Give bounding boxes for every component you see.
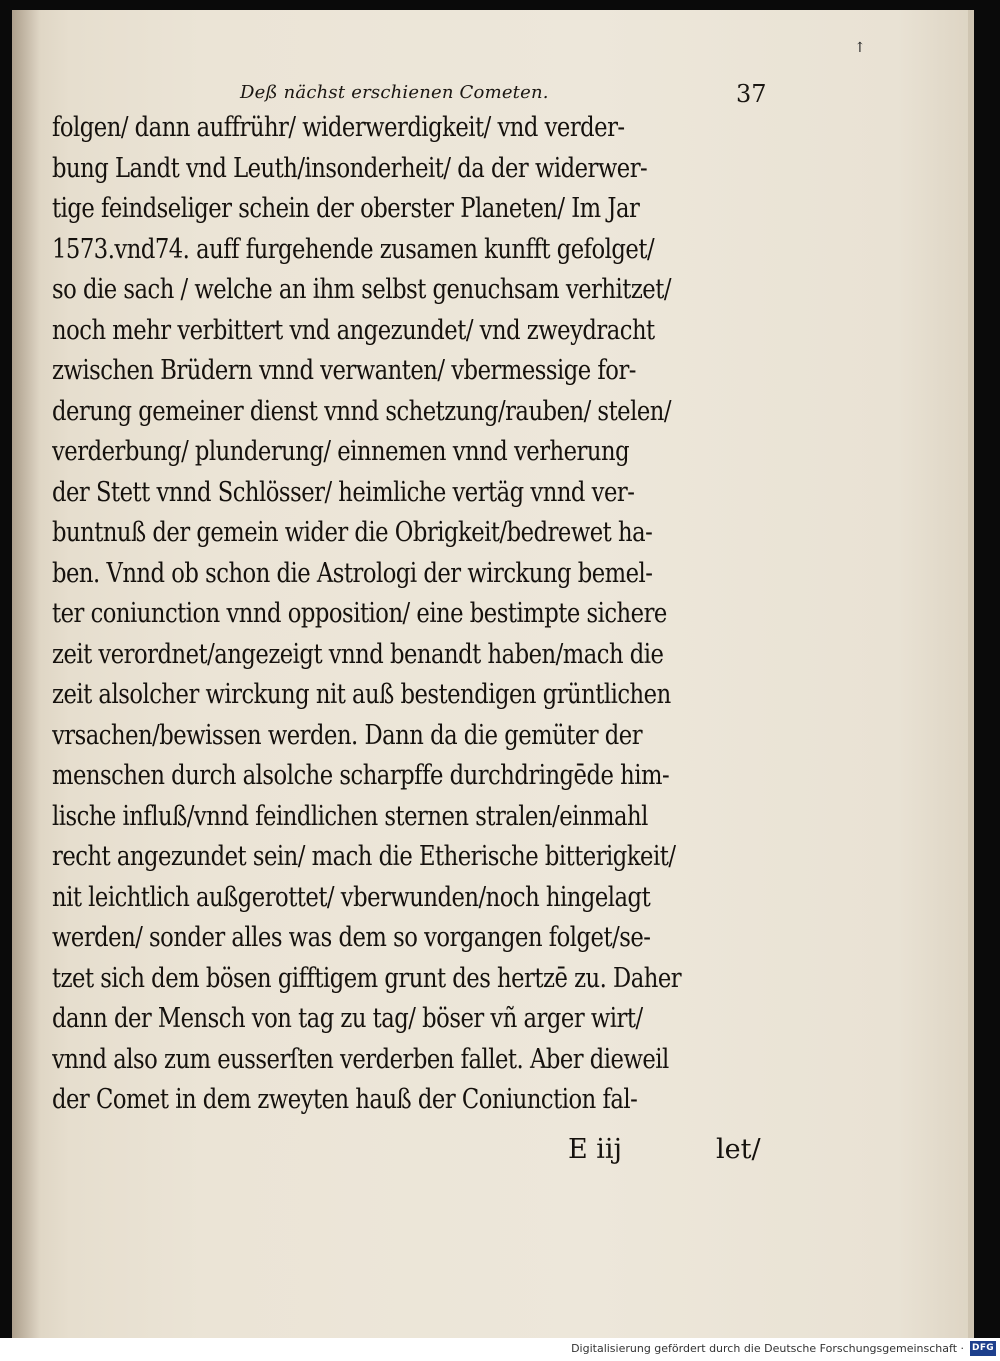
text-line: nit leichtlich außgerottet/ vberwunden/noch hingelagt [52, 881, 651, 913]
text-line: ter coniunction vnnd opposition/ eine bestimpte sichere [52, 598, 667, 629]
text-line: bung Landt vnd Leuth/insonderheit/ da der widerwer- [52, 152, 648, 184]
text-line: dann der Mensch von tag zu tag/ böser vñ arger wirt/ [52, 1003, 643, 1034]
text-line: menschen durch alsolche scharpffe durchdringēde him- [52, 760, 670, 791]
corner-mark: ↑ [854, 40, 866, 56]
text-line: der Comet in dem zweyten hauß der Coniunction fal- [52, 1084, 638, 1115]
text-line: verderbung/ plunderung/ einnemen vnnd verherung [52, 436, 630, 467]
text-line: noch mehr verbittert vnd angezundet/ vnd zweydracht [52, 314, 655, 346]
text-line: zwischen Brüdern vnnd verwanten/ vbermessige for- [52, 355, 636, 386]
signature-mark: E iij [568, 1134, 622, 1165]
dfg-logo: DFG [970, 1341, 996, 1356]
body-text [52, 108, 780, 1121]
footer-bar [0, 1338, 1000, 1361]
text-line: vrsachen/bewissen werden. Dann da die gemüter der [52, 719, 643, 751]
running-head-title: Deß nächst erschienen Cometen. [240, 82, 549, 103]
text-line: recht angezundet sein/ mach die Etherische bitterigkeit/ [52, 841, 676, 872]
page-number: 37 [736, 80, 767, 108]
text-line: werden/ sonder alles was dem so vorgangen folget/se- [52, 922, 651, 953]
running-head [64, 72, 780, 106]
text-line: derung gemeiner dienst vnnd schetzung/rauben/ stelen/ [52, 395, 672, 427]
text-line: zeit alsolcher wirckung nit auß bestendigen grüntlichen [52, 679, 671, 710]
book-page [12, 10, 974, 1338]
catch-line [568, 1128, 788, 1172]
gutter-shadow [12, 10, 40, 1338]
text-line: ben. Vnnd ob schon die Astrologi der wirckung bemel- [52, 557, 653, 589]
text-line: so die sach / welche an ihm selbst genuchsam verhitzet/ [52, 274, 671, 305]
text-line: buntnuß der gemein wider die Obrigkeit/bedrewet ha- [52, 517, 653, 548]
text-line: der Stett vnnd Schlösser/ heimliche vertäg vnnd ver- [52, 476, 635, 508]
text-line: zeit verordnet/angezeigt vnnd benandt haben/mach die [52, 638, 664, 670]
text-line: 1573.vnd74. auff furgehende zusamen kunfft gefolget/ [52, 233, 655, 265]
text-line: vnnd also zum eusserſten verderben fallet. Aber dieweil [52, 1043, 669, 1075]
funding-credit: Digitalisierung gefördert durch die Deutsche Forschungsgemeinschaft · [571, 1342, 964, 1355]
page-edge [968, 10, 974, 1338]
text-line: folgen/ dann auffrühr/ widerwerdigkeit/ vnd verder- [52, 112, 625, 143]
catchword: let/ [716, 1134, 761, 1165]
text-line: tige feindseliger schein der oberster Planeten/ Im Jar [52, 193, 640, 224]
text-line: tzet sich dem bösen gifftigem grunt des hertzē zu. Daher [52, 962, 682, 994]
text-line: lische influß/vnnd feindlichen sternen stralen/einmahl [52, 800, 648, 832]
